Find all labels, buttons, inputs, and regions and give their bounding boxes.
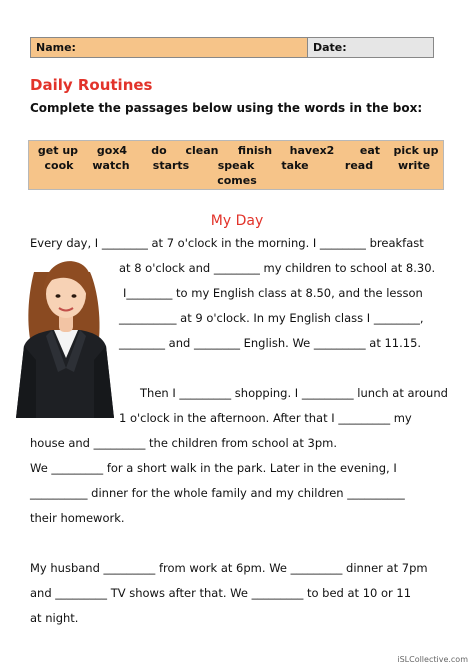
name-label: Name: [36,41,76,54]
word-item: finish [237,144,273,157]
passage-line: My husband _________ from work at 6pm. We _________ dinner at 7pm [30,561,428,575]
word-item: pick up [393,144,439,157]
passage-line: __________ at 9 o'clock. In my English class I ________, [119,311,424,325]
passage-line: Every day, I ________ at 7 o'clock in the morning. I ________ breakfast [30,236,424,250]
word-item: watch [92,159,130,172]
word-item: comes [217,174,257,187]
passage-line: Then I _________ shopping. I _________ lunch at around [140,386,448,400]
businesswoman-illustration [6,250,118,422]
name-date-row [30,37,434,58]
passage-line: __________ dinner for the whole family and my children __________ [30,486,405,500]
name-field[interactable] [31,38,308,57]
word-item: clean [185,144,219,157]
passage-line: 1 o'clock in the afternoon. After that I _________ my [119,411,412,425]
word-item: get up [37,144,79,157]
passage-line: and _________ TV shows after that. We _________ to bed at 10 or 11 [30,586,412,600]
word-box [28,140,444,190]
passage-line: their homework. [30,511,125,525]
story-title: My Day [210,213,264,229]
footer-watermark: iSLCollective.com [397,655,468,664]
word-item: havex2 [289,144,335,157]
word-item: cook [44,159,74,172]
passage-line: I________ to my English class at 8.50, and the lesson [123,286,423,300]
word-item: write [397,159,431,172]
passage-line: at night. [30,611,79,625]
word-item: gox4 [96,144,128,157]
word-item: read [344,159,374,172]
worksheet-title: Daily Routines [30,76,153,94]
passage-line: ________ and ________ English. We _________ at 11.15. [119,336,422,350]
instruction-text: Complete the passages below using the words in the box: [30,101,423,115]
word-item: eat [359,144,381,157]
word-item: speak [217,159,255,172]
passage-line: at 8 o'clock and ________ my children to school at 8.30. [119,261,436,275]
date-field[interactable] [308,38,433,57]
word-item: do [151,144,167,157]
passage-line: house and _________ the children from school at 3pm. [30,436,337,450]
passage-line: We _________ for a short walk in the park. Later in the evening, I [30,461,397,475]
word-item: take [281,159,309,172]
date-label: Date: [313,41,347,54]
word-item: starts [152,159,190,172]
